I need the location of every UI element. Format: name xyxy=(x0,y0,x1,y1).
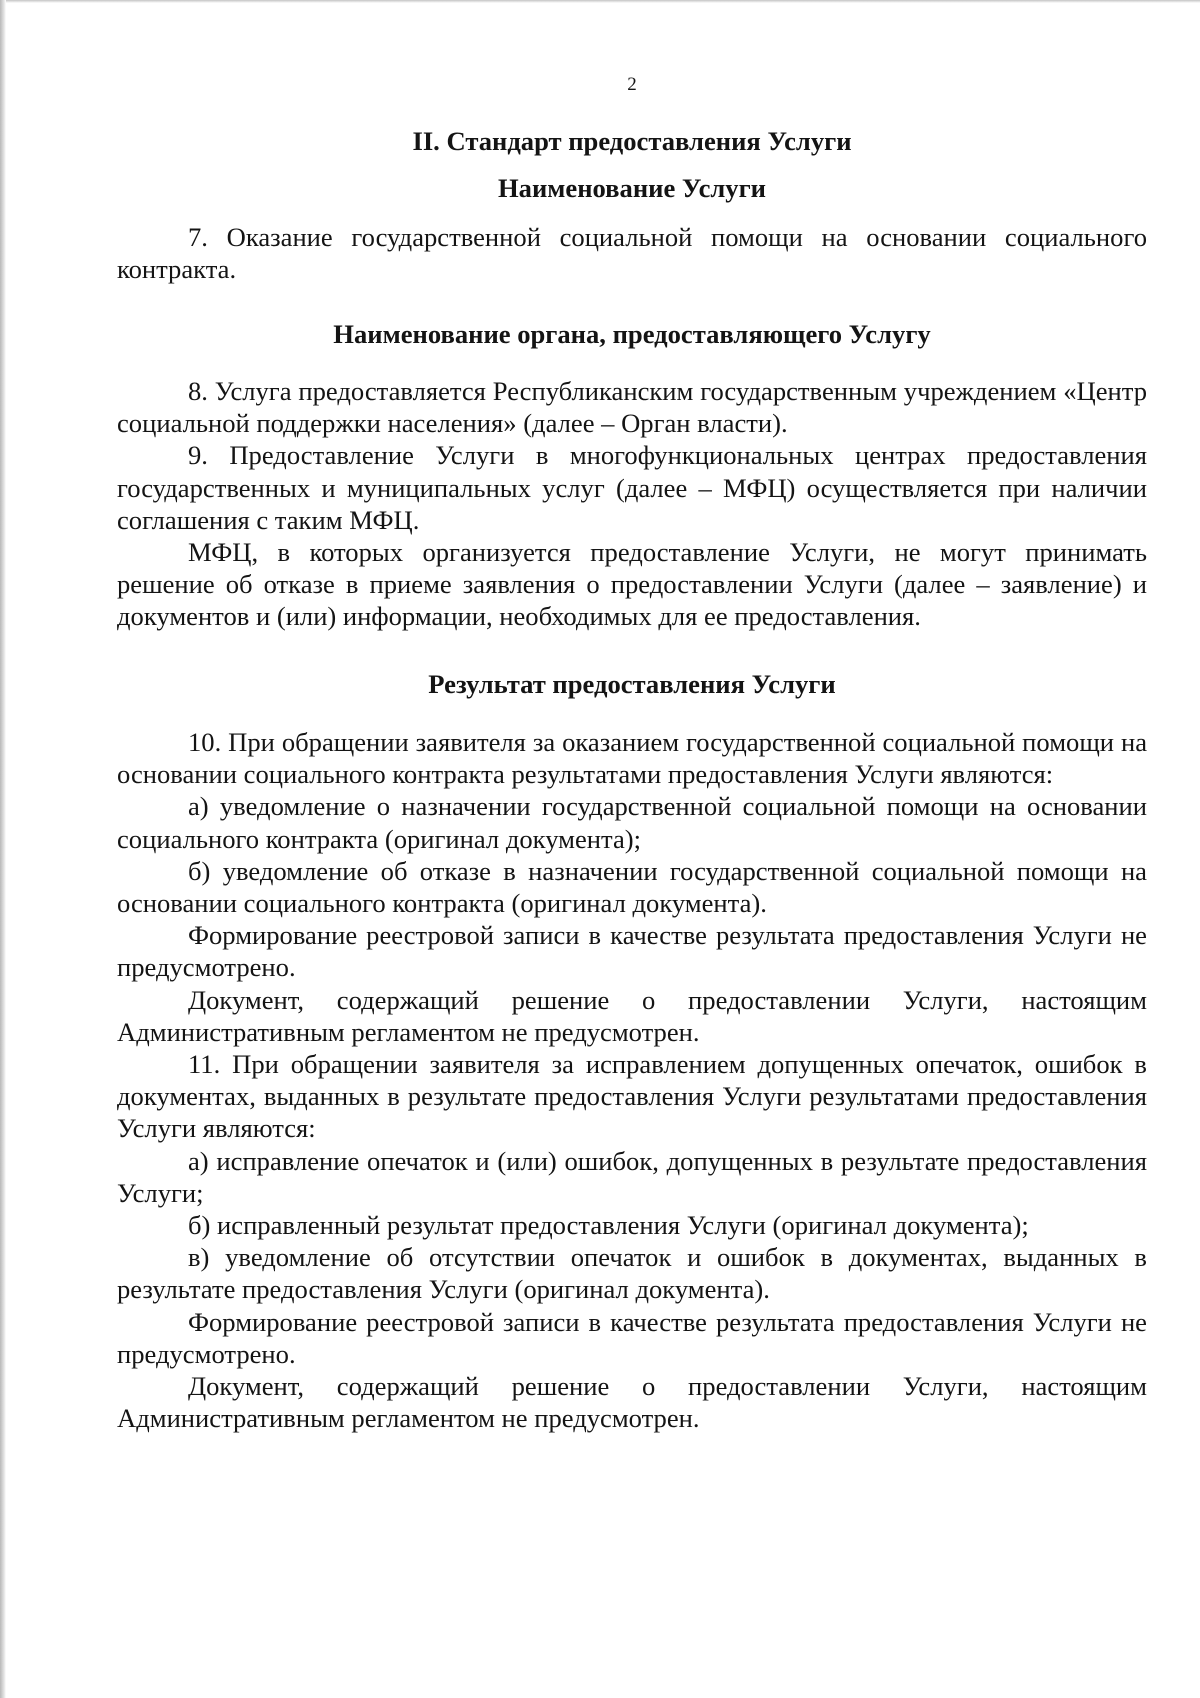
paragraph-10: 10. При обращении заявителя за оказанием государственной социальной помощи на основании социального контракта результатами предоставления Услуги являются: xyxy=(117,727,1147,790)
paragraph-11-b: б) исправленный результат предоставления Услуги (оригинал документа); xyxy=(188,1210,1029,1241)
paragraph-11-a: а) исправление опечаток и (или) ошибок, допущенных в результате предоставления Услуги; xyxy=(117,1145,1147,1208)
block-authority xyxy=(117,375,1147,633)
paragraph-10-b: б) уведомление об отказе в назначении государственной социальной помощи на основании социального контракта (оригинал документа). xyxy=(117,855,1147,919)
paragraph-decision-1: Документ, содержащий решение о предоставлении Услуги, настоящим Административным регламентом не предусмотрен. xyxy=(117,984,1147,1047)
paragraph-decision-2: Документ, содержащий решение о предоставлении Услуги, настоящим Административным регламентом не предусмотрен. xyxy=(117,1371,1147,1434)
paragraph-7: 7. Оказание государственной социальной помощи на основании социального контракта. xyxy=(117,222,1147,285)
scan-left-edge xyxy=(0,0,6,1698)
scan-top-edge xyxy=(0,0,1200,3)
heading-result: Результат предоставления Услуги xyxy=(428,669,836,699)
block-result xyxy=(117,726,1147,1434)
paragraph-11-c: в) уведомление об отсутствии опечаток и ошибок в документах, выданных в результате предоставления Услуги (оригинал документа). xyxy=(117,1242,1147,1305)
paragraph-9: 9. Предоставление Услуги в многофункциональных центрах предоставления государственных и муниципальных услуг (далее – МФЦ) осуществляется при наличии соглашения с таким МФЦ. xyxy=(117,440,1147,535)
heading-service-name: Наименование Услуги xyxy=(497,173,766,203)
page-number: 2 xyxy=(627,74,637,95)
block-service-name xyxy=(117,221,1147,285)
paragraph-mfc: МФЦ, в которых организуется предоставление Услуги, не могут принимать решение об отказе в приеме заявления о предоставлении Услуги (далее – заявление) и документов и (или) информации, необходимых для ее предоставления. xyxy=(117,537,1147,632)
heading-authority: Наименование органа, предоставляющего Услугу xyxy=(333,319,931,349)
paragraph-10-a: а) уведомление о назначении государственной социальной помощи на основании социального контракта (оригинал документа); xyxy=(117,791,1147,854)
section-title: II. Стандарт предоставления Услуги xyxy=(412,126,852,156)
paragraph-11: 11. При обращении заявителя за исправлением допущенных опечаток, ошибок в документах, выданных в результате предоставления Услуги результатами предоставления Услуги являются: xyxy=(117,1049,1147,1144)
paragraph-registry-1: Формирование реестровой записи в качестве результата предоставления Услуги не предусмотрено. xyxy=(117,920,1147,983)
paragraph-registry-2: Формирование реестровой записи в качестве результата предоставления Услуги не предусмотрено. xyxy=(117,1306,1147,1369)
paragraph-8: 8. Услуга предоставляется Республиканским государственным учреждением «Центр социальной поддержки населения» (далее – Орган власти). xyxy=(117,376,1147,439)
